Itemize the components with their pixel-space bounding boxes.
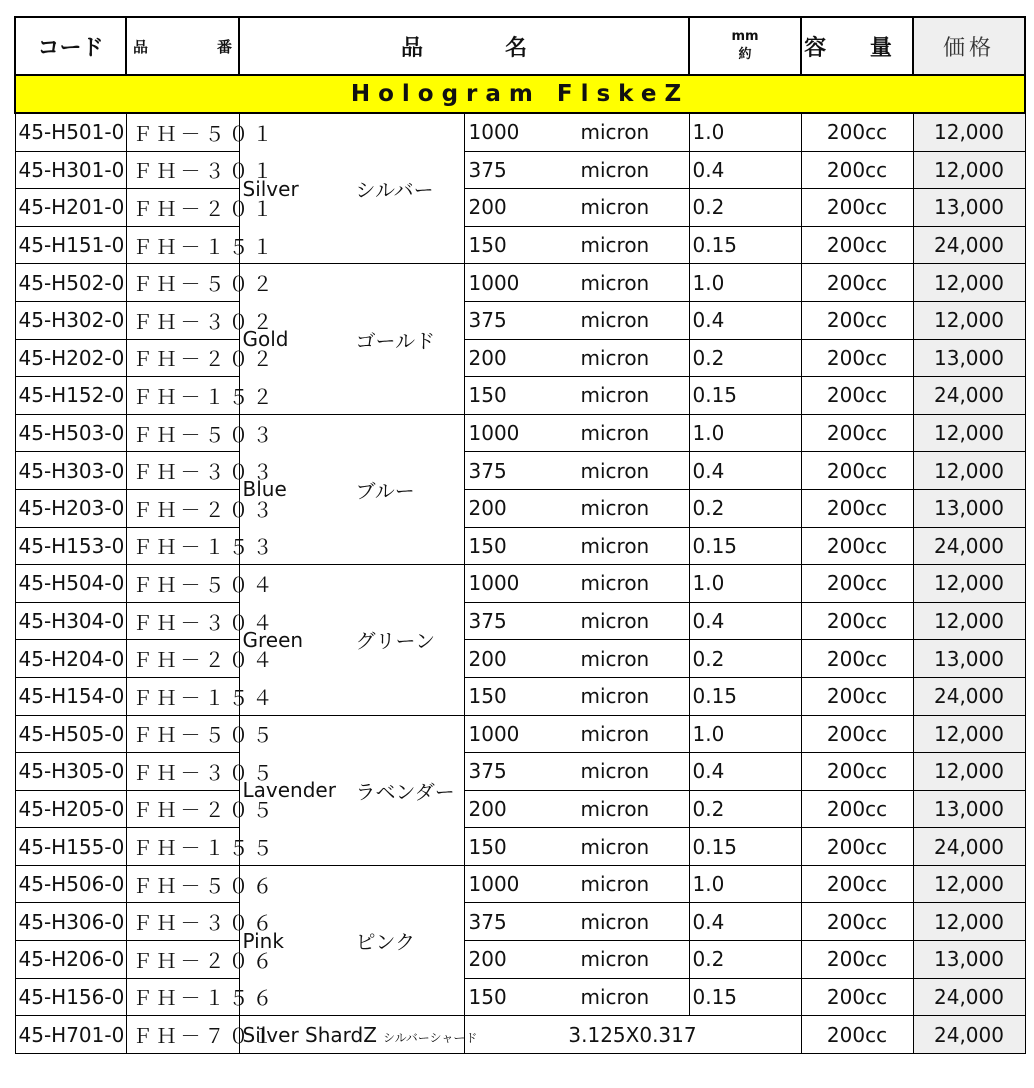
capacity-value: 200cc	[801, 565, 913, 603]
capacity-value: 200cc	[801, 715, 913, 753]
color-name-jp: シルバー	[355, 178, 434, 203]
header-price: 価格	[913, 17, 1025, 75]
table-row	[15, 865, 1025, 903]
color-name-en: Green	[242, 627, 304, 652]
capacity-value: 200cc	[801, 640, 913, 678]
particle-size	[464, 640, 689, 678]
product-code: 45-H203-0	[15, 489, 126, 527]
table-row	[15, 226, 1025, 264]
particle-size-value: 150	[468, 383, 507, 408]
product-code: 45-H504-0	[15, 565, 126, 603]
particle-size-wrap	[469, 308, 689, 332]
special-name-jp: シルバーシャード	[382, 1030, 478, 1045]
particle-size-wrap	[469, 383, 689, 407]
particle-size-unit: micron	[580, 496, 650, 521]
particle-size-value: 150	[468, 233, 507, 258]
product-code: 45-H204-0	[15, 640, 126, 678]
mm-value: 0.15	[689, 377, 801, 415]
capacity-value: 200cc	[801, 113, 913, 151]
particle-size-wrap	[469, 459, 689, 483]
product-code: 45-H301-0	[15, 151, 126, 189]
capacity-value: 200cc	[801, 527, 913, 565]
particle-size-unit: micron	[580, 721, 650, 746]
mm-value: 0.15	[689, 527, 801, 565]
table-row	[15, 640, 1025, 678]
capacity-value: 200cc	[801, 865, 913, 903]
price-value: 12,000	[913, 565, 1025, 603]
product-code: 45-H152-0	[15, 377, 126, 415]
table-row	[15, 677, 1025, 715]
capacity-value: 200cc	[801, 189, 913, 227]
model-number: ＦＨ－２０３	[126, 489, 239, 527]
particle-size-unit: micron	[580, 421, 650, 446]
model-number: ＦＨ－１５３	[126, 527, 239, 565]
special-name-en: Silver ShardZ	[242, 1022, 377, 1047]
mm-value: 0.2	[689, 941, 801, 979]
particle-size-value: 1000	[468, 120, 520, 145]
color-name-jp: ブルー	[355, 478, 415, 503]
header-mm-top: mm	[731, 29, 759, 44]
color-name-en: Silver	[242, 176, 299, 201]
particle-size	[464, 978, 689, 1016]
particle-size-value: 375	[468, 308, 507, 333]
particle-size	[464, 339, 689, 377]
particle-size	[464, 452, 689, 490]
model-number: ＦＨ－３０４	[126, 602, 239, 640]
mm-value: 0.4	[689, 301, 801, 339]
price-value: 24,000	[913, 527, 1025, 565]
particle-size-unit: micron	[580, 909, 650, 934]
product-code: 45-H205-0	[15, 790, 126, 828]
model-number: ＦＨ－３０１	[126, 151, 239, 189]
particle-size-wrap	[469, 158, 689, 182]
table-row	[15, 377, 1025, 415]
particle-size-wrap	[469, 120, 689, 144]
mm-value: 0.15	[689, 677, 801, 715]
particle-size	[464, 377, 689, 415]
title-row	[15, 75, 1025, 113]
product-code: 45-H303-0	[15, 452, 126, 490]
capacity-value: 200cc	[801, 151, 913, 189]
model-number: ＦＨ－７０１	[126, 1016, 239, 1054]
mm-value: 0.15	[689, 226, 801, 264]
table-row-special	[15, 1016, 1025, 1054]
price-value: 13,000	[913, 339, 1025, 377]
mm-value: 1.0	[689, 715, 801, 753]
particle-size	[464, 602, 689, 640]
particle-size	[464, 226, 689, 264]
table-row	[15, 753, 1025, 791]
capacity-value: 200cc	[801, 1016, 913, 1054]
particle-size-wrap	[469, 910, 689, 934]
mm-value: 0.4	[689, 452, 801, 490]
header-name	[239, 17, 689, 75]
header-model-a: 品	[133, 37, 149, 56]
particle-size	[464, 677, 689, 715]
particle-size-value: 1000	[468, 872, 520, 897]
model-number: ＦＨ－１５６	[126, 978, 239, 1016]
product-code: 45-H305-0	[15, 753, 126, 791]
product-code: 45-H206-0	[15, 941, 126, 979]
capacity-value: 200cc	[801, 677, 913, 715]
price-value: 13,000	[913, 489, 1025, 527]
color-name-jp: ゴールド	[355, 328, 436, 353]
particle-size-unit: micron	[580, 270, 650, 295]
particle-size-wrap	[469, 647, 689, 671]
particle-size	[464, 301, 689, 339]
particle-size-wrap	[469, 496, 689, 520]
table-row	[15, 264, 1025, 302]
table-row	[15, 414, 1025, 452]
table-row	[15, 301, 1025, 339]
price-value: 13,000	[913, 189, 1025, 227]
table-row	[15, 527, 1025, 565]
particle-size-value: 200	[468, 947, 507, 972]
color-name-en: Lavender	[242, 778, 336, 803]
particle-size	[464, 790, 689, 828]
particle-size	[464, 941, 689, 979]
table-row	[15, 452, 1025, 490]
particle-size-unit: micron	[580, 157, 650, 182]
price-value: 12,000	[913, 865, 1025, 903]
particle-size	[464, 903, 689, 941]
capacity-value: 200cc	[801, 828, 913, 866]
particle-size	[464, 264, 689, 302]
model-number: ＦＨ－１５１	[126, 226, 239, 264]
particle-size	[464, 865, 689, 903]
table-row	[15, 790, 1025, 828]
particle-size-unit: micron	[580, 233, 650, 258]
particle-size-unit: micron	[580, 195, 650, 220]
particle-size-wrap	[469, 684, 689, 708]
color-name-en: Gold	[242, 327, 289, 352]
model-number: ＦＨ－５０４	[126, 565, 239, 603]
table-row	[15, 189, 1025, 227]
product-code: 45-H155-0	[15, 828, 126, 866]
price-value: 24,000	[913, 978, 1025, 1016]
model-number: ＦＨ－２０５	[126, 790, 239, 828]
mm-value: 0.15	[689, 828, 801, 866]
product-code: 45-H151-0	[15, 226, 126, 264]
particle-size	[464, 414, 689, 452]
particle-size-value: 200	[468, 195, 507, 220]
particle-size-unit: micron	[580, 684, 650, 709]
particle-size-wrap	[469, 947, 689, 971]
table-row	[15, 715, 1025, 753]
product-code: 45-H304-0	[15, 602, 126, 640]
particle-size-value: 150	[468, 834, 507, 859]
capacity-value: 200cc	[801, 377, 913, 415]
table-row	[15, 602, 1025, 640]
capacity-value: 200cc	[801, 452, 913, 490]
price-value: 12,000	[913, 414, 1025, 452]
particle-size	[464, 565, 689, 603]
particle-size-value: 1000	[468, 421, 520, 446]
model-number: ＦＨ－５０２	[126, 264, 239, 302]
model-number: ＦＨ－２０２	[126, 339, 239, 377]
particle-size	[464, 715, 689, 753]
product-code: 45-H153-0	[15, 527, 126, 565]
particle-size-value: 200	[468, 345, 507, 370]
mm-value: 1.0	[689, 565, 801, 603]
capacity-value: 200cc	[801, 753, 913, 791]
particle-size-unit: micron	[580, 571, 650, 596]
particle-size	[464, 828, 689, 866]
particle-size-unit: micron	[580, 308, 650, 333]
capacity-value: 200cc	[801, 489, 913, 527]
particle-size-value: 1000	[468, 270, 520, 295]
particle-size-value: 1000	[468, 571, 520, 596]
price-value: 12,000	[913, 264, 1025, 302]
price-value: 24,000	[913, 1016, 1025, 1054]
particle-size-value: 375	[468, 157, 507, 182]
particle-size-wrap	[469, 346, 689, 370]
header-code: コード	[15, 17, 126, 75]
particle-size-value: 150	[468, 684, 507, 709]
particle-size-unit: micron	[580, 646, 650, 671]
product-code: 45-H503-0	[15, 414, 126, 452]
color-name-jp: グリーン	[355, 629, 436, 654]
header-model	[126, 17, 239, 75]
particle-size-wrap	[469, 233, 689, 257]
capacity-value: 200cc	[801, 226, 913, 264]
mm-value: 1.0	[689, 414, 801, 452]
table-row	[15, 151, 1025, 189]
mm-value: 0.2	[689, 339, 801, 377]
price-value: 12,000	[913, 301, 1025, 339]
particle-size-wrap	[469, 759, 689, 783]
capacity-value: 200cc	[801, 978, 913, 1016]
table-row	[15, 941, 1025, 979]
particle-size-value: 375	[468, 909, 507, 934]
particle-size	[464, 753, 689, 791]
mm-value: 0.4	[689, 151, 801, 189]
mm-value: 0.2	[689, 489, 801, 527]
particle-size-unit: micron	[580, 345, 650, 370]
mm-value: 0.15	[689, 978, 801, 1016]
model-number: ＦＨ－１５５	[126, 828, 239, 866]
special-dimension: 3.125X0.317	[464, 1016, 801, 1054]
model-number: ＦＨ－１５２	[126, 377, 239, 415]
particle-size-wrap	[469, 985, 689, 1009]
capacity-value: 200cc	[801, 602, 913, 640]
particle-size-value: 200	[468, 796, 507, 821]
model-number: ＦＨ－１５４	[126, 677, 239, 715]
particle-size-wrap	[469, 421, 689, 445]
header-row	[15, 17, 1025, 75]
product-code: 45-H302-0	[15, 301, 126, 339]
price-value: 12,000	[913, 602, 1025, 640]
color-name-jp: ピンク	[355, 930, 416, 955]
header-model-b: 番	[216, 37, 232, 56]
particle-size	[464, 489, 689, 527]
mm-value: 1.0	[689, 264, 801, 302]
particle-size-wrap	[469, 609, 689, 633]
price-value: 13,000	[913, 790, 1025, 828]
price-value: 12,000	[913, 452, 1025, 490]
particle-size	[464, 151, 689, 189]
price-value: 24,000	[913, 377, 1025, 415]
model-number: ＦＨ－２０４	[126, 640, 239, 678]
mm-value: 1.0	[689, 113, 801, 151]
product-code: 45-H505-0	[15, 715, 126, 753]
capacity-value: 200cc	[801, 301, 913, 339]
table-row	[15, 903, 1025, 941]
mm-value: 0.4	[689, 753, 801, 791]
product-table	[14, 16, 1026, 1054]
mm-value: 1.0	[689, 865, 801, 903]
mm-value: 0.4	[689, 602, 801, 640]
capacity-value: 200cc	[801, 941, 913, 979]
particle-size-value: 375	[468, 759, 507, 784]
header-mm	[689, 17, 801, 75]
particle-size-unit: micron	[580, 458, 650, 483]
model-number: ＦＨ－５０３	[126, 414, 239, 452]
model-number: ＦＨ－３０２	[126, 301, 239, 339]
table-row	[15, 113, 1025, 151]
model-number: ＦＨ－２０１	[126, 189, 239, 227]
price-value: 24,000	[913, 828, 1025, 866]
price-value: 24,000	[913, 226, 1025, 264]
particle-size-wrap	[469, 571, 689, 595]
product-code: 45-H156-0	[15, 978, 126, 1016]
price-value: 13,000	[913, 640, 1025, 678]
product-code: 45-H202-0	[15, 339, 126, 377]
particle-size-unit: micron	[580, 533, 650, 558]
particle-size-unit: micron	[580, 984, 650, 1009]
model-number: ＦＨ－３０６	[126, 903, 239, 941]
price-sheet	[14, 16, 1024, 1054]
particle-size-unit: micron	[580, 609, 650, 634]
color-name-en: Blue	[242, 477, 287, 502]
model-number: ＦＨ－２０６	[126, 941, 239, 979]
product-code: 45-H154-0	[15, 677, 126, 715]
capacity-value: 200cc	[801, 790, 913, 828]
capacity-value: 200cc	[801, 339, 913, 377]
table-row	[15, 828, 1025, 866]
capacity-value: 200cc	[801, 903, 913, 941]
particle-size-unit: micron	[580, 796, 650, 821]
product-code: 45-H502-0	[15, 264, 126, 302]
particle-size-unit: micron	[580, 759, 650, 784]
particle-size-wrap	[469, 534, 689, 558]
header-mm-bottom: 約	[738, 47, 752, 62]
product-code: 45-H201-0	[15, 189, 126, 227]
table-row	[15, 978, 1025, 1016]
product-code: 45-H506-0	[15, 865, 126, 903]
model-number: ＦＨ－５０５	[126, 715, 239, 753]
particle-size-value: 150	[468, 984, 507, 1009]
table-row	[15, 339, 1025, 377]
particle-size-unit: micron	[580, 383, 650, 408]
model-number: ＦＨ－５０６	[126, 865, 239, 903]
header-capacity: 容 量	[801, 17, 913, 75]
particle-size-wrap	[469, 872, 689, 896]
particle-size-wrap	[469, 722, 689, 746]
table-row	[15, 489, 1025, 527]
particle-size-value: 375	[468, 609, 507, 634]
mm-value: 0.4	[689, 903, 801, 941]
particle-size	[464, 113, 689, 151]
particle-size-wrap	[469, 835, 689, 859]
product-code: 45-H501-0	[15, 113, 126, 151]
product-code: 45-H701-0	[15, 1016, 126, 1054]
particle-size	[464, 527, 689, 565]
particle-size-value: 200	[468, 496, 507, 521]
capacity-value: 200cc	[801, 264, 913, 302]
model-number: ＦＨ－３０３	[126, 452, 239, 490]
price-value: 12,000	[913, 715, 1025, 753]
particle-size-value: 200	[468, 646, 507, 671]
capacity-value: 200cc	[801, 414, 913, 452]
particle-size-unit: micron	[580, 120, 650, 145]
mm-value: 0.2	[689, 790, 801, 828]
particle-size-value: 1000	[468, 721, 520, 746]
header-name-a: 品	[400, 35, 423, 61]
particle-size-value: 150	[468, 533, 507, 558]
particle-size	[464, 189, 689, 227]
product-code: 45-H306-0	[15, 903, 126, 941]
mm-value: 0.2	[689, 189, 801, 227]
particle-size-unit: micron	[580, 872, 650, 897]
particle-size-wrap	[469, 195, 689, 219]
table-row	[15, 565, 1025, 603]
price-value: 24,000	[913, 677, 1025, 715]
particle-size-unit: micron	[580, 834, 650, 859]
model-number: ＦＨ－５０１	[126, 113, 239, 151]
mm-value: 0.2	[689, 640, 801, 678]
price-value: 12,000	[913, 903, 1025, 941]
series-title: Hologram FlskeZ	[15, 75, 1025, 113]
price-value: 13,000	[913, 941, 1025, 979]
particle-size-unit: micron	[580, 947, 650, 972]
color-name-en: Pink	[242, 928, 284, 953]
price-value: 12,000	[913, 151, 1025, 189]
particle-size-wrap	[469, 797, 689, 821]
header-name-b: 名	[504, 35, 527, 61]
model-number: ＦＨ－３０５	[126, 753, 239, 791]
price-value: 12,000	[913, 113, 1025, 151]
color-name-jp: ラベンダー	[355, 779, 455, 804]
price-value: 12,000	[913, 753, 1025, 791]
particle-size-value: 375	[468, 458, 507, 483]
particle-size-wrap	[469, 271, 689, 295]
